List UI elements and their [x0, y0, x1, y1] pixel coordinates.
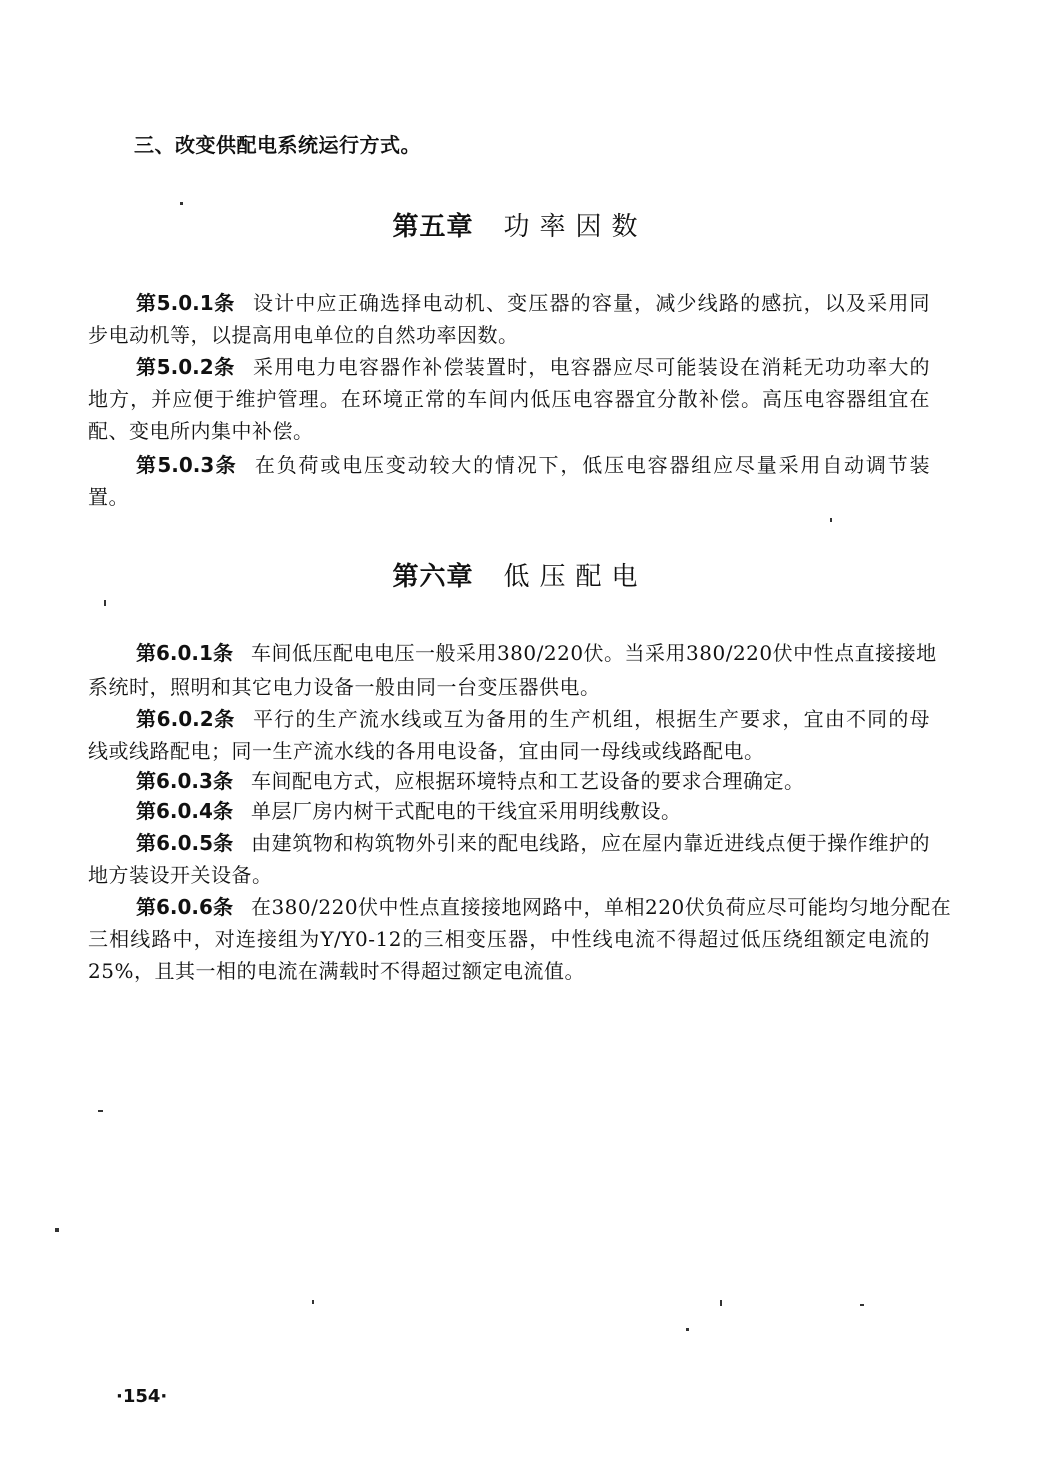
chapter-6-heading — [0, 560, 1040, 594]
clause-6-0-3-line-1 — [136, 768, 930, 794]
chapter-5-number: 第五章 — [392, 212, 474, 242]
clause-text: 在380/220伏中性点直接接地网路中，单相220伏负荷应尽可能均匀地分配在 — [250, 895, 952, 919]
clause-5-0-2-line-2: 地方，并应便于维护管理。在环境正常的车间内低压电容器宜分散补偿。高压电容器组宜在 — [88, 387, 930, 411]
clause-5-0-2-line-3: 配、变电所内集中补偿。 — [88, 419, 314, 443]
clause-6-0-6-label: 第6.0.6条 — [136, 895, 233, 919]
clause-6-0-6-line-2: 三相线路中，对连接组为Y/Y0-12的三相变压器，中性线电流不得超过低压绕组额定电流的 — [88, 927, 930, 951]
clause-6-0-6-line-1 — [136, 894, 952, 920]
clause-5-0-1-line-2: 步电动机等，以提高用电单位的自然功率因数。 — [88, 323, 519, 347]
clause-6-0-6-line-3: 25%，且其一相的电流在满载时不得超过额定电流值。 — [88, 959, 585, 983]
chapter-5-title: 功率因数 — [503, 212, 648, 242]
scan-speck — [55, 1228, 59, 1232]
clause-text: 由建筑物和构筑物外引来的配电线路，应在屋内靠近进线点便于操作维护的 — [251, 831, 930, 855]
clause-6-0-5-label: 第6.0.5条 — [136, 831, 234, 855]
clause-text: 车间配电方式，应根据环境特点和工艺设备的要求合理确定。 — [250, 769, 805, 793]
clause-6-0-2-line-2: 线或线路配电；同一生产流水线的各用电设备，宜由同一母线或线路配电。 — [88, 739, 765, 763]
chapter-5-heading — [0, 210, 1040, 244]
clause-5-0-3-line-2: 置。 — [88, 485, 129, 509]
scan-speck — [720, 1300, 722, 1306]
scan-speck — [686, 1328, 689, 1331]
chapter-6-title: 低压配电 — [503, 562, 648, 592]
clause-5-0-1-line-1 — [136, 290, 930, 316]
clause-6-0-2-line-1 — [136, 706, 930, 732]
clause-text: 设计中应正确选择电动机、变压器的容量，减少线路的感抗，以及采用同 — [252, 291, 930, 315]
clause-text: 单层厂房内树干式配电的干线宜采用明线敷设。 — [250, 799, 682, 823]
clause-text: 平行的生产流水线或互为备用的生产机组，根据生产要求，宜由不同的母 — [252, 707, 930, 731]
clause-6-0-5-line-1 — [136, 830, 930, 856]
clause-text: 采用电力电容器作补偿装置时，电容器应尽可能装设在消耗无功功率大的 — [252, 355, 930, 379]
clause-6-0-1-line-2: 系统时，照明和其它电力设备一般由同一台变压器供电。 — [88, 675, 601, 699]
scan-speck — [860, 1304, 864, 1306]
scan-speck — [180, 202, 183, 205]
scan-speck — [312, 1300, 314, 1304]
clause-5-0-2-label: 第5.0.2条 — [136, 355, 235, 379]
clause-5-0-2-line-1 — [136, 354, 930, 380]
clause-6-0-1-line-1 — [136, 640, 937, 666]
clause-6-0-3-label: 第6.0.3条 — [136, 769, 233, 793]
clause-text: 在负荷或电压变动较大的情况下，低压电容器组应尽量采用自动调节装 — [254, 453, 930, 477]
clause-6-0-4-label: 第6.0.4条 — [136, 799, 233, 823]
scan-speck — [830, 518, 832, 522]
clause-text: 车间低压配电电压一般采用380/220伏。当采用380/220伏中性点直接接地 — [250, 641, 937, 665]
clause-5-0-3-line-1 — [136, 452, 930, 478]
scan-speck — [104, 600, 106, 606]
chapter-6-number: 第六章 — [392, 562, 474, 592]
clause-6-0-5-line-2: 地方装设开关设备。 — [88, 863, 273, 887]
clause-6-0-4-line-1 — [136, 798, 930, 824]
clause-6-0-1-label: 第6.0.1条 — [136, 641, 233, 665]
clause-5-0-3-label: 第5.0.3条 — [136, 453, 237, 477]
clause-6-0-2-label: 第6.0.2条 — [136, 707, 235, 731]
clause-5-0-1-label: 第5.0.1条 — [136, 291, 235, 315]
list-item-3: 三、改变供配电系统运行方式。 — [134, 133, 421, 157]
page-number: ·154· — [116, 1386, 168, 1407]
scan-speck — [98, 1110, 103, 1112]
